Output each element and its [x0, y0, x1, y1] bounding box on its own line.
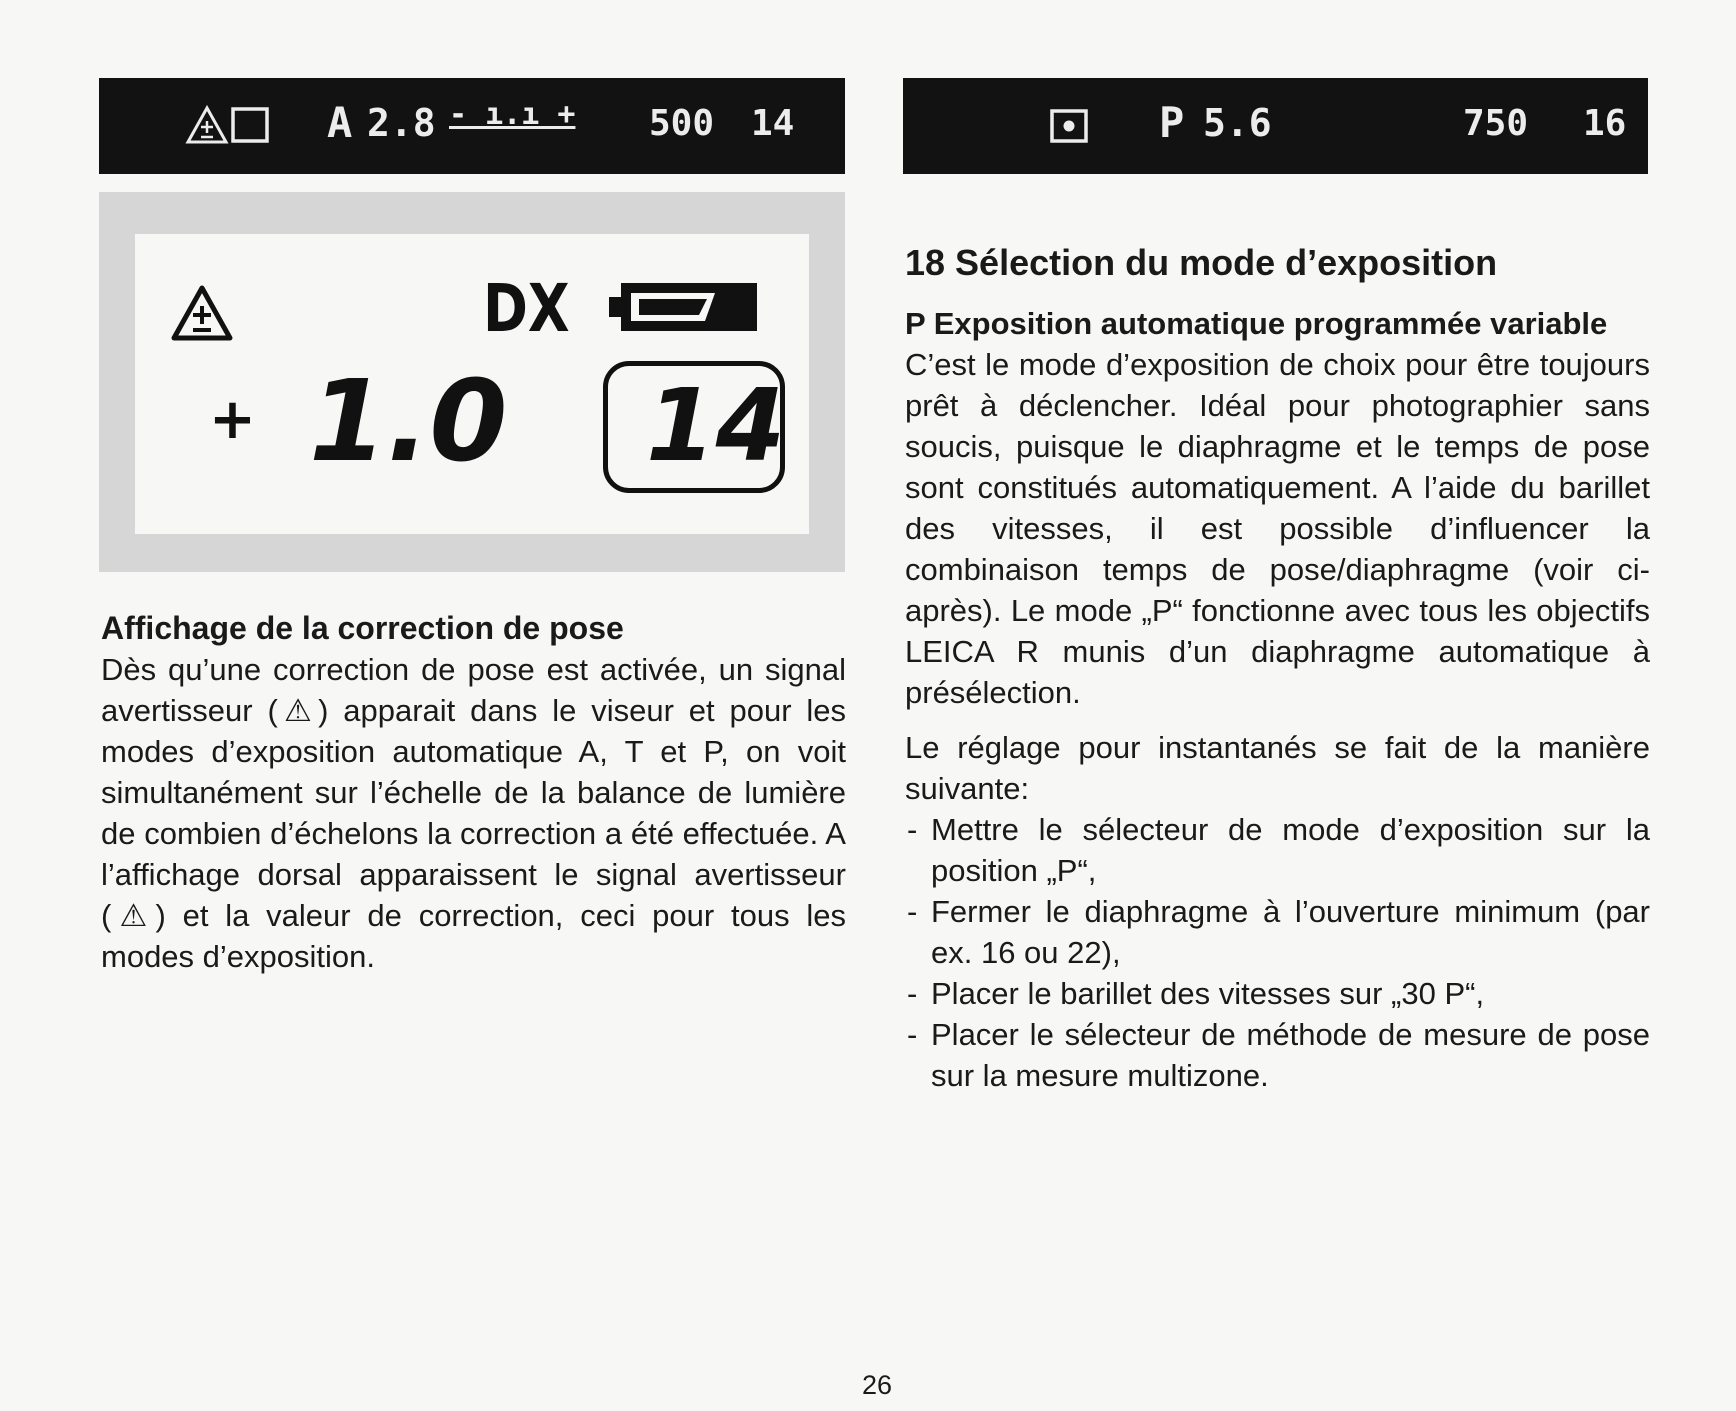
vf-frame-count: 14: [751, 103, 795, 144]
frame-counter-box: [603, 361, 785, 493]
battery-icon: [609, 280, 759, 334]
body-paragraph: Dès qu’une correction de pose est activée, un signal avertisseur (⚠) apparait dans le viseur et pour les modes d’exposition automatique A, T et P, on voit simultanément sur l’échelle de la balance de lumière de combien d’échelons la correction a été effectuée. A l’affichage dorsal apparaissent le signal avertisseur (⚠) et la valeur de correction, ceci pour tous les modes d’exposition.: [101, 652, 846, 974]
list-item: - Placer le barillet des vitesses sur „30 P“,: [905, 973, 1650, 1014]
exposure-correction-warning-icon: [185, 105, 229, 145]
viewfinder-display-left: [99, 78, 845, 174]
vf-light-balance-scale: - ı.ı +: [449, 97, 576, 132]
body-paragraph: Le réglage pour instantanés se fait de la manière suivante:: [905, 730, 1650, 806]
vf-shutter-speed: 500: [649, 103, 715, 144]
exposure-correction-warning-icon: [170, 284, 234, 342]
vf-aperture-value: 2.8: [367, 101, 436, 145]
list-item: - Mettre le sélecteur de mode d’exposition sur la position „P“,: [905, 809, 1650, 891]
vf-aperture-value: 5.6: [1203, 101, 1272, 145]
right-column: [905, 240, 1650, 1096]
vf-mode-letter: A: [327, 98, 353, 147]
multizone-metering-icon: [230, 106, 270, 144]
viewfinder-display-right: [903, 78, 1648, 174]
left-column: [101, 607, 846, 977]
section-heading: Affichage de la correction de pose: [101, 610, 624, 646]
instruction-list: [905, 809, 1650, 1096]
correction-value: 1.0: [309, 357, 508, 487]
section-title: 18 Sélection du mode d’exposition: [905, 242, 1498, 283]
top-panel-lcd: [135, 234, 809, 534]
vf-shutter-speed: 750: [1463, 103, 1529, 144]
spot-metering-icon: [1049, 108, 1089, 144]
correction-sign: +: [209, 387, 256, 452]
frame-counter-value: 14: [646, 367, 786, 484]
vf-frame-count: 16: [1583, 103, 1627, 144]
list-item: - Fermer le diaphragme à l’ouverture minimum (par ex. 16 ou 22),: [905, 891, 1650, 973]
top-panel-display: [99, 192, 845, 572]
vf-mode-letter: P: [1159, 98, 1185, 147]
list-item: - Placer le sélecteur de méthode de mesure de pose sur la mesure multizone.: [905, 1014, 1650, 1096]
dx-indicator: DX: [483, 270, 570, 347]
subsection-title: P Exposition automatique programmée variable: [905, 306, 1608, 341]
body-paragraph: C’est le mode d’exposition de choix pour être toujours prêt à déclencher. Idéal pour photographier sans soucis, puisque le diaphragme et le temps de pose sont constitués automatiquement. A l’aide du barillet des vitesses, il est possible d’influencer la combinaison temps de pose/diaphragme (voir ci-après). Le mode „P“ fonctionne avec tous les objectifs LEICA R munis d’un diaphragme automatique à présélection.: [905, 347, 1650, 710]
page-number: 26: [862, 1370, 893, 1400]
